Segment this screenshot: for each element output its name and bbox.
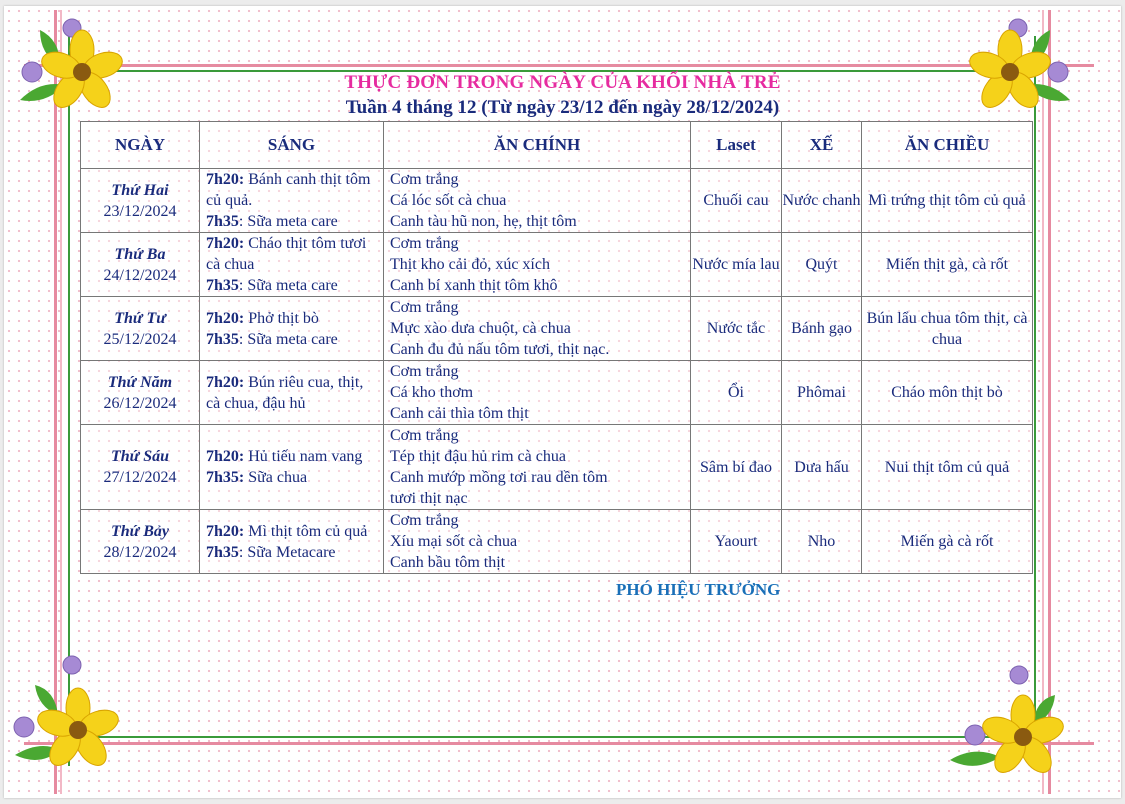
main-meal-cell [384, 297, 691, 361]
meal-time: 7h20: [206, 448, 245, 465]
dish-item: Canh đu đủ nấu tôm tươi, thịt nạc. [390, 341, 610, 358]
morning-item [206, 542, 379, 563]
table-row [81, 510, 1033, 574]
day-cell [81, 233, 200, 297]
morning-item [206, 169, 379, 211]
meal-time: 7h35 [206, 330, 239, 348]
morning-item [206, 308, 379, 329]
morning-item [206, 467, 379, 488]
meal-text: Sữa chua [244, 469, 308, 486]
header-day: NGÀY [81, 122, 200, 169]
dish-item: Tép thịt đậu hủ rim cà chua [390, 448, 566, 465]
day-date: 27/12/2024 [103, 469, 177, 486]
header-snack: XẾ [782, 122, 862, 169]
day-cell [81, 510, 200, 574]
meal-time: 7h20: [206, 235, 245, 252]
day-date: 25/12/2024 [103, 330, 177, 348]
dish-item: Cơm trắng [390, 512, 459, 529]
day-cell [81, 297, 200, 361]
border-line [24, 742, 1094, 745]
laset-cell: Nước tắc [691, 297, 782, 361]
snack-cell: Nước chanh [782, 169, 862, 233]
morning-item [206, 329, 379, 350]
header-morning: SÁNG [200, 122, 384, 169]
table-row [81, 169, 1033, 233]
dish-item: Canh bí xanh thịt tôm khô [390, 277, 558, 294]
dish-item: tươi thịt nạc [390, 490, 468, 507]
snack-cell: Bánh gạo [782, 297, 862, 361]
day-name: Thứ Hai [111, 181, 169, 199]
afternoon-cell: Cháo môn thịt bò [862, 361, 1033, 425]
day-name: Thứ Năm [107, 373, 173, 391]
dish-item: Cơm trắng [390, 235, 459, 252]
morning-item [206, 275, 379, 296]
snack-cell: Nho [782, 510, 862, 574]
header-main-meal: ĂN CHÍNH [384, 122, 691, 169]
laset-cell: Yaourt [691, 510, 782, 574]
header-afternoon: ĂN CHIỀU [862, 122, 1033, 169]
afternoon-cell: Mì trứng thịt tôm củ quả [862, 169, 1033, 233]
day-cell [81, 169, 200, 233]
table-row [81, 297, 1033, 361]
afternoon-cell: Nui thịt tôm củ quả [862, 425, 1033, 510]
meal-time: 7h20: [206, 171, 245, 188]
snack-cell: Quýt [782, 233, 862, 297]
dish-item: Canh tàu hũ non, hẹ, thịt tôm [390, 213, 577, 230]
border-line [1034, 36, 1036, 766]
border-line [24, 64, 1094, 67]
snack-cell: Dưa hấu [782, 425, 862, 510]
page-subtitle: Tuần 4 tháng 12 (Từ ngày 23/12 đến ngày 28/12/2024) [345, 97, 780, 118]
snack-cell: Phômai [782, 361, 862, 425]
meal-time: 7h20: [206, 373, 245, 391]
meal-time: 7h20: [206, 309, 245, 327]
day-name: Thứ Ba [114, 245, 166, 263]
table-row [81, 233, 1033, 297]
day-cell [81, 361, 200, 425]
dish-item: Cá lóc sốt cà chua [390, 192, 507, 209]
dish-item: Cá kho thơm [390, 384, 474, 401]
day-date: 26/12/2024 [103, 394, 177, 412]
meal-text: Cháo thịt tôm tươi cà chua [206, 235, 367, 273]
day-cell [81, 425, 200, 510]
meal-text: : Sữa meta care [238, 213, 338, 230]
dish-item: Cơm trắng [390, 171, 459, 188]
meal-text: Hủ tiếu nam vang [244, 448, 363, 465]
main-meal-cell [384, 510, 691, 574]
afternoon-cell: Miến gà cà rốt [862, 510, 1033, 574]
morning-item [206, 372, 379, 414]
day-name: Thứ Tư [114, 309, 166, 327]
dish-item: Cơm trắng [390, 363, 459, 380]
table-row [81, 425, 1033, 510]
dish-item: Canh bầu tôm thịt [390, 554, 506, 571]
meal-time: 7h35: [206, 469, 245, 486]
meal-time: 7h20: [206, 522, 245, 540]
morning-item [206, 211, 379, 232]
meal-text: Bánh canh thịt tôm củ quả. [206, 171, 371, 209]
meal-text: : Sữa Metacare [238, 543, 336, 561]
laset-cell: Chuối cau [691, 169, 782, 233]
page-title: THỰC ĐƠN TRONG NGÀY CỦA KHỐI NHÀ TRẺ [344, 72, 781, 93]
dish-item: Canh mướp mồng tơi rau dền tôm [390, 469, 608, 486]
morning-cell [200, 169, 384, 233]
meal-text: Bún riêu cua, thịt, cà chua, đậu hủ [206, 373, 364, 412]
day-name: Thứ Bảy [110, 522, 170, 540]
morning-cell [200, 233, 384, 297]
laset-cell: Nước mía lau [691, 233, 782, 297]
dish-item: Thịt kho cải đỏ, xúc xích [390, 256, 550, 273]
day-date: 28/12/2024 [103, 543, 177, 561]
meal-time: 7h35 [206, 277, 239, 294]
afternoon-cell: Miến thịt gà, cà rốt [862, 233, 1033, 297]
flower-icon [10, 655, 130, 775]
morning-cell [200, 361, 384, 425]
day-date: 24/12/2024 [103, 266, 177, 284]
signature-title: PHÓ HIỆU TRƯỞNG [616, 580, 781, 599]
day-name: Thứ Sáu [110, 448, 170, 465]
dish-item: Cơm trắng [390, 427, 459, 444]
morning-item [206, 446, 379, 467]
morning-cell [200, 510, 384, 574]
meal-text: Phở thịt bò [244, 309, 319, 327]
dish-item: Canh cải thìa tôm thịt [390, 405, 529, 422]
dish-item: Cơm trắng [390, 299, 459, 316]
table-header-row [81, 122, 1033, 169]
laset-cell: Sâm bí đao [691, 425, 782, 510]
morning-item [206, 233, 379, 275]
flower-icon [945, 665, 1075, 785]
meal-text: : Sữa meta care [238, 330, 338, 348]
main-meal-cell [384, 233, 691, 297]
main-meal-cell [384, 361, 691, 425]
main-meal-cell [384, 425, 691, 510]
afternoon-cell: Bún lẩu chua tôm thịt, cà chua [862, 297, 1033, 361]
morning-item [206, 521, 379, 542]
meal-time: 7h35 [206, 543, 239, 561]
meal-text: : Sữa meta care [238, 277, 338, 294]
table-row [81, 361, 1033, 425]
header-laset: Laset [691, 122, 782, 169]
menu-table [80, 121, 1033, 574]
morning-cell [200, 425, 384, 510]
dish-item: Mực xào dưa chuột, cà chua [390, 320, 571, 337]
laset-cell: Ổi [691, 361, 782, 425]
dish-item: Xíu mại sốt cà chua [390, 533, 518, 550]
border-line [64, 736, 1044, 738]
meal-text: Mì thịt tôm củ quả [244, 522, 368, 540]
meal-time: 7h35 [206, 213, 239, 230]
main-meal-cell [384, 169, 691, 233]
morning-cell [200, 297, 384, 361]
day-date: 23/12/2024 [103, 202, 177, 220]
